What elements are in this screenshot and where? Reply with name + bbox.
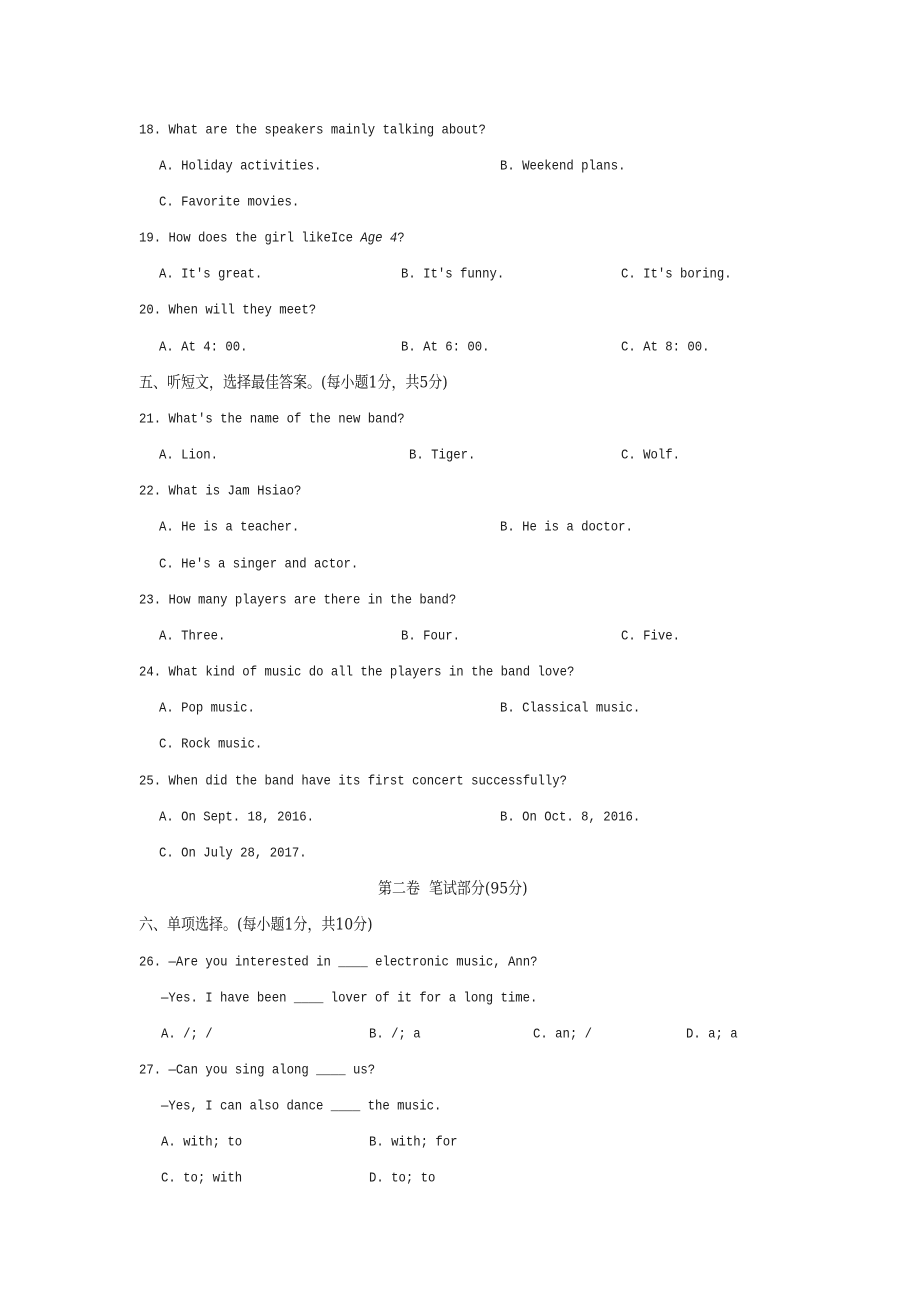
question-18-stem: 18. What are the speakers mainly talking about?: [139, 121, 486, 139]
question-19-stem: [139, 228, 405, 249]
q25-option-a: A. On Sept. 18, 2016.: [159, 808, 314, 826]
q19-option-a: A. It's great.: [159, 265, 263, 283]
q19-movie-title: Age 4: [360, 229, 398, 247]
question-20-stem: 20. When will they meet?: [139, 301, 317, 319]
q24-option-b: B. Classical music.: [500, 699, 641, 717]
q21-option-c: C. Wolf.: [621, 446, 681, 464]
part-2-title: 第二卷 笔试部分(95分): [378, 879, 528, 899]
q20-option-a: A. At 4: 00.: [159, 338, 248, 356]
question-26-stem: 26. —Are you interested in ____ electronic music, Ann?: [139, 953, 538, 971]
q27-option-c: C. to; with: [161, 1169, 243, 1187]
q18-option-c: C. Favorite movies.: [159, 193, 300, 211]
q22-option-a: A. He is a teacher.: [159, 518, 300, 536]
question-24-stem: 24. What kind of music do all the players in the band love?: [139, 663, 575, 681]
question-25-stem: 25. When did the band have its first concert successfully?: [139, 772, 568, 790]
q23-option-c: C. Five.: [621, 627, 681, 645]
question-22-stem: 22. What is Jam Hsiao?: [139, 482, 302, 500]
q23-option-b: B. Four.: [401, 627, 461, 645]
q27-option-d: D. to; to: [369, 1169, 436, 1187]
question-23-stem: 23. How many players are there in the band?: [139, 591, 457, 609]
q26-line-2: —Yes. I have been ____ lover of it for a long time.: [161, 989, 538, 1007]
q26-option-b: B. /; a: [369, 1025, 421, 1043]
q22-option-c: C. He's a singer and actor.: [159, 555, 359, 573]
q18-option-a: A. Holiday activities.: [159, 157, 322, 175]
q23-option-a: A. Three.: [159, 627, 226, 645]
q22-option-b: B. He is a doctor.: [500, 518, 633, 536]
q21-option-a: A. Lion.: [159, 446, 219, 464]
q24-option-a: A. Pop music.: [159, 699, 255, 717]
q27-option-b: B. with; for: [369, 1133, 458, 1151]
q26-option-a: A. /; /: [161, 1025, 213, 1043]
section-6-heading: 六、单项选择。(每小题1分，共10分): [139, 915, 373, 935]
q19-option-b: B. It's funny.: [401, 265, 505, 283]
q25-option-b: B. On Oct. 8, 2016.: [500, 808, 641, 826]
q27-option-a: A. with; to: [161, 1133, 243, 1151]
q19-stem-end: ?: [397, 229, 405, 247]
q20-option-c: C. At 8: 00.: [621, 338, 710, 356]
q20-option-b: B. At 6: 00.: [401, 338, 490, 356]
q26-option-c: C. an; /: [533, 1025, 593, 1043]
q19-stem-text: 19. How does the girl likeIce: [139, 229, 361, 247]
question-27-stem: 27. —Can you sing along ____ us?: [139, 1061, 376, 1079]
question-21-stem: 21. What's the name of the new band?: [139, 410, 405, 428]
section-5-heading: 五、听短文，选择最佳答案。(每小题1分，共5分): [139, 373, 448, 393]
q27-line-2: —Yes, I can also dance ____ the music.: [161, 1097, 442, 1115]
q21-option-b: B. Tiger.: [409, 446, 476, 464]
q24-option-c: C. Rock music.: [159, 735, 263, 753]
q25-option-c: C. On July 28, 2017.: [159, 844, 307, 862]
q18-option-b: B. Weekend plans.: [500, 157, 626, 175]
q26-option-d: D. a; a: [686, 1025, 738, 1043]
q19-option-c: C. It's boring.: [621, 265, 732, 283]
